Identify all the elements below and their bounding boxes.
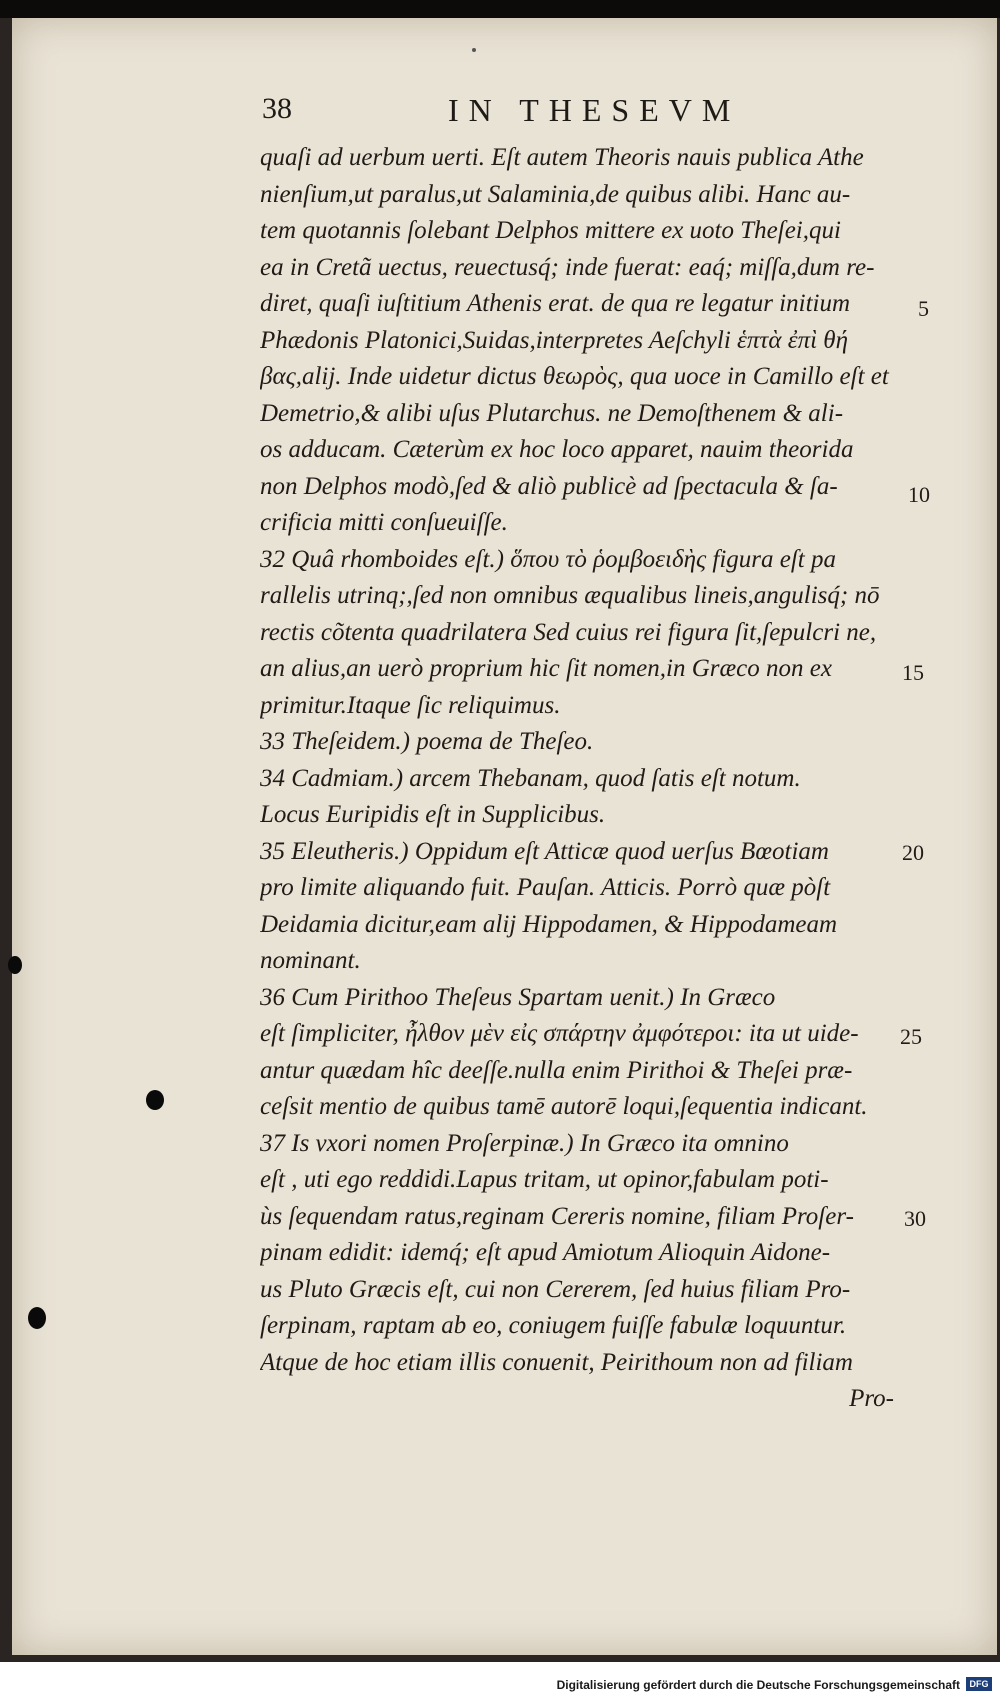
text-line: ùs ſequendam ratus,reginam Cereris nomine, filiam Proſer- [260, 1202, 854, 1230]
scan-border-top [0, 0, 1000, 18]
margin-line-number: 20 [902, 840, 924, 865]
binding-hole [8, 956, 22, 974]
digitization-credit: Digitalisierung gefördert durch die Deutsche Forschungsgemeinschaft [556, 1678, 960, 1692]
dfg-logo: DFG [966, 1677, 992, 1691]
text-line: 36 Cum Pirithoo Theſeus Spartam uenit.) In Græco [260, 983, 776, 1011]
page-number: 38 [262, 92, 292, 125]
text-line: Atque de hoc etiam illis conuenit, Peirithoum non ad filiam [260, 1348, 853, 1376]
text-line: primitur.Itaque ſic reliquimus. [260, 691, 561, 719]
text-line: 37 Is vxori nomen Proſerpinæ.) In Græco ita omnino [260, 1129, 789, 1157]
text-line: Phædonis Platonici,Suidas,interpretes Aeſchyli ἑπτὰ ἐπὶ θή [260, 326, 848, 354]
text-line: antur quædam hîc deeſſe.nulla enim Pirithoi & Theſei præ- [260, 1056, 853, 1084]
margin-line-number: 15 [902, 660, 924, 685]
text-line: os adducam. Cæterùm ex hoc loco apparet, nauim theorida [260, 436, 854, 463]
text-line: diret, quaſi iuſtitium Athenis erat. de qua re legatur initium [260, 290, 851, 317]
margin-line-number: 30 [904, 1206, 926, 1231]
text-line: nienſium,ut paralus,ut Salaminia,de quibus alibi. Hanc au- [260, 180, 851, 208]
body-text [260, 140, 900, 1418]
text-line: Deidamia dicitur,eam alij Hippodamen, & Hippodameam [260, 910, 838, 938]
running-title: IN THESEVM [448, 92, 741, 128]
margin-line-number: 25 [900, 1024, 922, 1049]
text-line: an alius,an uerò proprium hic ſit nomen,in Græco non ex [260, 655, 832, 682]
text-line: eſt , uti ego reddidi.Lapus tritam, ut opinor,fabulam poti- [260, 1166, 829, 1193]
text-line: βας,alij. Inde uidetur dictus θεωρὸς, qua uoce in Camillo eſt et [260, 363, 889, 390]
text-line: tem quotannis ſolebant Delphos mittere ex uoto Theſei,qui [260, 217, 841, 244]
text-line: rallelis utrinq;,ſed non omnibus æqualibus lineis,angulisq́; nō [260, 582, 880, 609]
catchword: Pro- [849, 1385, 894, 1412]
text-line: quaſi ad uerbum uerti. Eſt autem Theoris nauis publica Athe [260, 144, 864, 171]
text-line: Locus Euripidis eſt in Supplicibus. [260, 801, 606, 828]
text-line: ea in Cretã uectus, reuectusq́; inde fuerat: eaq́; miſſa,dum re- [260, 253, 875, 281]
text-line: non Delphos modò,ſed & aliò publicè ad ſpectacula & ſa- [260, 472, 838, 500]
margin-line-number: 10 [908, 482, 930, 507]
binding-hole [146, 1090, 164, 1110]
margin-line-number: 5 [918, 296, 929, 321]
text-line: crificia mitti conſueuiſſe. [260, 509, 508, 536]
text-line: eſt ſimpliciter, ἦλθον μὲν εἰς σπάρτην ἀμφότεροι: ita ut uide- [260, 1020, 859, 1047]
text-line: pinam edidit: idemq́; eſt apud Amiotum Alioquin Aidone- [260, 1239, 831, 1266]
text-line: ceſsit mentio de quibus tamē autorē loqui,ſequentia indicant. [260, 1093, 868, 1120]
binding-hole [28, 1307, 46, 1329]
text-line: 33 Theſeidem.) poema de Theſeo. [260, 728, 594, 755]
text-line: us Pluto Græcis eſt, cui non Cererem, ſed huius filiam Pro- [260, 1275, 851, 1303]
text-line: 32 Quâ rhomboides eſt.) ὅπου τὸ ῥομβοειδὴς figura eſt pa [260, 545, 836, 573]
text-line: 34 Cadmiam.) arcem Thebanam, quod ſatis eſt notum. [260, 764, 801, 792]
text-line: nominant. [260, 947, 361, 974]
text-line: 35 Eleutheris.) Oppidum eſt Atticæ quod uerſus Bœotiam [260, 837, 829, 865]
paper-speck [472, 48, 476, 52]
text-line: rectis cõtenta quadrilatera Sed cuius rei figura ſit,ſepulcri ne, [260, 618, 877, 646]
text-line: ſerpinam, raptam ab eo, coniugem fuiſſe fabulæ loquuntur. [260, 1312, 847, 1339]
text-line: pro limite aliquando fuit. Pauſan. Atticis. Porrò quæ pòſt [260, 874, 831, 901]
text-line: Demetrio,& alibi uſus Plutarchus. ne Demoſthenem & ali- [260, 399, 844, 427]
